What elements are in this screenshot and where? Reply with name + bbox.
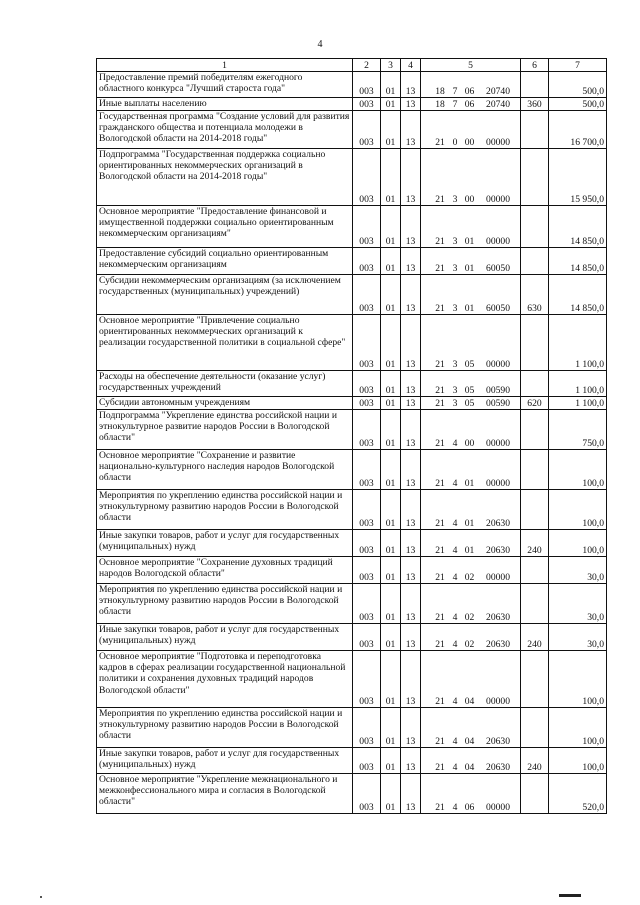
program-code: 21 [435, 544, 445, 556]
program-code: 21 [435, 611, 445, 623]
ministry-code-cell: 003 [353, 98, 381, 111]
program-code: 21 [435, 571, 445, 583]
row-name-cell [97, 584, 353, 624]
row-name-text: Мероприятия по укреплению единства российской нации и этнокультурному развитию народов России в Вологодской области [99, 708, 343, 742]
subsection-code-cell: 13 [401, 371, 421, 397]
event-code: 05 [464, 384, 475, 396]
ministry-code-cell: 003 [353, 206, 381, 248]
target-article-cell [421, 98, 521, 111]
section-code-cell: 01 [381, 315, 401, 371]
row-name-text: Основное мероприятие "Предоставление финансовой и имущественной поддержки социально ориентированным некоммерческим организациям" [99, 206, 334, 240]
section-code-cell: 01 [381, 584, 401, 624]
target-article-cell [421, 557, 521, 584]
amount-cell: 1 100,0 [549, 397, 607, 410]
table-row [97, 530, 607, 557]
row-name-cell [97, 98, 353, 111]
row-name-text: Подпрограмма "Укрепление единства российской нации и этнокультурное развитие народов России в Вологодской области" [99, 410, 337, 444]
expense-type-cell: 620 [521, 397, 549, 410]
expense-type-cell [521, 149, 549, 206]
event-code: 00 [464, 136, 475, 148]
ministry-code-cell: 003 [353, 584, 381, 624]
row-name-cell [97, 530, 353, 557]
amount-cell: 100,0 [549, 748, 607, 774]
expense-type-cell [521, 557, 549, 584]
target-article-cell [421, 530, 521, 557]
expense-type-cell [521, 584, 549, 624]
section-code-cell: 01 [381, 748, 401, 774]
table-row [97, 748, 607, 774]
scan-mark-right [559, 894, 581, 897]
amount-cell: 1 100,0 [549, 315, 607, 371]
subsection-code-cell: 13 [401, 72, 421, 98]
subsection-code-cell: 13 [401, 624, 421, 651]
subsection-code-cell: 13 [401, 248, 421, 275]
section-code-cell: 01 [381, 530, 401, 557]
ministry-code-cell: 003 [353, 111, 381, 149]
expense-type-cell: 360 [521, 98, 549, 111]
row-name-text: Основное мероприятие "Привлечение социально ориентированных некоммерческих организаций к реализации государственной политики в социальной сфере" [99, 315, 346, 349]
row-name-text: Иные выплаты населению [99, 98, 207, 109]
direction-code: 00000 [486, 801, 510, 813]
section-code-cell: 01 [381, 490, 401, 530]
direction-code: 00000 [486, 358, 510, 370]
program-code: 21 [435, 801, 445, 813]
row-name-cell [97, 410, 353, 450]
direction-code: 20630 [486, 735, 510, 747]
subsection-code-cell: 13 [401, 397, 421, 410]
row-name-cell [97, 149, 353, 206]
subprogram-code: 4 [452, 761, 458, 773]
target-article-cell [421, 584, 521, 624]
amount-cell: 750,0 [549, 410, 607, 450]
column-header-1: 1 [97, 59, 353, 72]
row-name-text: Подпрограмма "Государственная поддержка социально ориентированных некоммерческих организаций в Вологодской области на 2014-2018 годы" [99, 149, 326, 183]
table-row [97, 490, 607, 530]
amount-cell: 14 850,0 [549, 248, 607, 275]
target-article-cell [421, 624, 521, 651]
target-article-cell [421, 450, 521, 490]
subsection-code-cell: 13 [401, 98, 421, 111]
row-name-text: Основное мероприятие "Укрепление межнационального и межконфессионального мира и согласия в Вологодской области" [99, 774, 338, 808]
table-row [97, 111, 607, 149]
row-name-cell [97, 490, 353, 530]
expense-type-cell [521, 450, 549, 490]
table-row [97, 708, 607, 748]
column-header-3: 3 [381, 59, 401, 72]
row-name-cell [97, 397, 353, 410]
program-code: 21 [435, 358, 445, 370]
program-code: 21 [435, 397, 445, 409]
row-name-cell [97, 557, 353, 584]
subprogram-code: 4 [452, 517, 458, 529]
subprogram-code: 7 [452, 85, 458, 97]
section-code-cell: 01 [381, 624, 401, 651]
subprogram-code: 3 [452, 262, 458, 274]
subsection-code-cell: 13 [401, 206, 421, 248]
subprogram-code: 4 [452, 437, 458, 449]
section-code-cell: 01 [381, 450, 401, 490]
amount-cell: 100,0 [549, 490, 607, 530]
ministry-code-cell: 003 [353, 624, 381, 651]
table-row [97, 371, 607, 397]
row-name-text: Иные закупки товаров, работ и услуг для государственных (муниципальных) нужд [99, 624, 340, 647]
subprogram-code: 3 [452, 397, 458, 409]
program-code: 21 [435, 761, 445, 773]
amount-cell: 30,0 [549, 624, 607, 651]
expense-type-cell [521, 708, 549, 748]
expense-type-cell [521, 248, 549, 275]
subprogram-code: 4 [452, 611, 458, 623]
row-name-text: Иные закупки товаров, работ и услуг для государственных (муниципальных) нужд [99, 748, 340, 771]
amount-cell: 500,0 [549, 98, 607, 111]
expense-type-cell [521, 206, 549, 248]
direction-code: 60050 [486, 302, 510, 314]
ministry-code-cell: 003 [353, 72, 381, 98]
event-code: 00 [464, 437, 475, 449]
subsection-code-cell: 13 [401, 651, 421, 708]
direction-code: 00000 [486, 235, 510, 247]
subsection-code-cell: 13 [401, 275, 421, 315]
subsection-code-cell: 13 [401, 490, 421, 530]
target-article-cell [421, 410, 521, 450]
column-header-7: 7 [549, 59, 607, 72]
subsection-code-cell: 13 [401, 774, 421, 814]
program-code: 21 [435, 735, 445, 747]
row-name-cell [97, 248, 353, 275]
direction-code: 00000 [486, 695, 510, 707]
direction-code: 20630 [486, 544, 510, 556]
subprogram-code: 4 [452, 638, 458, 650]
table-row [97, 410, 607, 450]
expense-type-cell: 630 [521, 275, 549, 315]
event-code: 06 [464, 801, 475, 813]
event-code: 04 [464, 761, 475, 773]
expense-type-cell [521, 111, 549, 149]
direction-code: 00590 [486, 384, 510, 396]
expense-type-cell [521, 774, 549, 814]
table-row [97, 98, 607, 111]
subprogram-code: 4 [452, 695, 458, 707]
ministry-code-cell: 003 [353, 490, 381, 530]
section-code-cell: 01 [381, 557, 401, 584]
target-article-cell [421, 149, 521, 206]
direction-code: 00000 [486, 477, 510, 489]
subprogram-code: 0 [452, 136, 458, 148]
table-row [97, 72, 607, 98]
subprogram-code: 3 [452, 358, 458, 370]
program-code: 21 [435, 193, 445, 205]
direction-code: 00590 [486, 397, 510, 409]
amount-cell: 15 950,0 [549, 149, 607, 206]
row-name-cell [97, 708, 353, 748]
program-code: 18 [435, 85, 445, 97]
ministry-code-cell: 003 [353, 315, 381, 371]
table-row [97, 624, 607, 651]
event-code: 01 [464, 235, 475, 247]
subsection-code-cell: 13 [401, 410, 421, 450]
row-name-cell [97, 111, 353, 149]
direction-code: 20740 [486, 98, 510, 110]
target-article-cell [421, 651, 521, 708]
ministry-code-cell: 003 [353, 748, 381, 774]
event-code: 05 [464, 397, 475, 409]
row-name-text: Основное мероприятие "Сохранение и развитие национально-культурного наследия народов Вологодской области [99, 450, 335, 484]
row-name-cell [97, 748, 353, 774]
ministry-code-cell: 003 [353, 708, 381, 748]
expense-type-cell [521, 410, 549, 450]
table-row [97, 275, 607, 315]
subsection-code-cell: 13 [401, 557, 421, 584]
expense-type-cell [521, 490, 549, 530]
section-code-cell: 01 [381, 248, 401, 275]
subsection-code-cell: 13 [401, 708, 421, 748]
subsection-code-cell: 13 [401, 584, 421, 624]
expense-type-cell [521, 651, 549, 708]
section-code-cell: 01 [381, 410, 401, 450]
event-code: 01 [464, 517, 475, 529]
program-code: 21 [435, 136, 445, 148]
program-code: 21 [435, 262, 445, 274]
row-name-cell [97, 450, 353, 490]
target-article-cell [421, 371, 521, 397]
row-name-text: Субсидии автономным учреждениям [99, 397, 251, 408]
row-name-cell [97, 206, 353, 248]
event-code: 04 [464, 695, 475, 707]
event-code: 01 [464, 477, 475, 489]
row-name-cell [97, 371, 353, 397]
section-code-cell: 01 [381, 206, 401, 248]
table-row [97, 315, 607, 371]
table-row [97, 557, 607, 584]
ministry-code-cell: 003 [353, 149, 381, 206]
target-article-cell [421, 774, 521, 814]
row-name-cell [97, 774, 353, 814]
row-name-text: Государственная программа "Создание условий для развития гражданского общества и потенциала молодежи в Вологодской области на 2014-2018 годы" [99, 111, 350, 145]
section-code-cell: 01 [381, 111, 401, 149]
row-name-cell [97, 651, 353, 708]
section-code-cell: 01 [381, 275, 401, 315]
target-article-cell [421, 315, 521, 371]
expense-type-cell: 240 [521, 624, 549, 651]
subprogram-code: 4 [452, 477, 458, 489]
direction-code: 00000 [486, 193, 510, 205]
ministry-code-cell: 003 [353, 397, 381, 410]
subsection-code-cell: 13 [401, 111, 421, 149]
expense-type-cell: 240 [521, 530, 549, 557]
event-code: 06 [464, 85, 475, 97]
target-article-cell [421, 708, 521, 748]
subsection-code-cell: 13 [401, 530, 421, 557]
table-row [97, 248, 607, 275]
target-article-cell [421, 206, 521, 248]
event-code: 06 [464, 98, 475, 110]
section-code-cell: 01 [381, 774, 401, 814]
ministry-code-cell: 003 [353, 774, 381, 814]
amount-cell: 500,0 [549, 72, 607, 98]
expense-type-cell [521, 315, 549, 371]
row-name-text: Предоставление субсидий социально ориентированным некоммерческим организациям [99, 248, 329, 271]
subprogram-code: 3 [452, 302, 458, 314]
row-name-text: Основное мероприятие "Подготовка и переподготовка кадров в сферах реализации государственной национальной политики и сохранения духовных традиций народов Вологодской области" [99, 651, 346, 696]
event-code: 04 [464, 735, 475, 747]
row-name-cell [97, 72, 353, 98]
ministry-code-cell: 003 [353, 410, 381, 450]
amount-cell: 100,0 [549, 651, 607, 708]
table-header-row [97, 59, 607, 72]
row-name-text: Расходы на обеспечение деятельности (оказание услуг) государственных учреждений [99, 371, 326, 394]
ministry-code-cell: 003 [353, 275, 381, 315]
table-row [97, 651, 607, 708]
program-code: 21 [435, 235, 445, 247]
row-name-text: Иные закупки товаров, работ и услуг для государственных (муниципальных) нужд [99, 530, 340, 553]
table-row [97, 397, 607, 410]
target-article-cell [421, 397, 521, 410]
table-row [97, 149, 607, 206]
program-code: 18 [435, 98, 445, 110]
expense-type-cell: 240 [521, 748, 549, 774]
row-name-cell [97, 275, 353, 315]
amount-cell: 14 850,0 [549, 206, 607, 248]
program-code: 21 [435, 302, 445, 314]
table-row [97, 206, 607, 248]
direction-code: 20740 [486, 85, 510, 97]
subprogram-code: 7 [452, 98, 458, 110]
subsection-code-cell: 13 [401, 748, 421, 774]
subprogram-code: 4 [452, 544, 458, 556]
direction-code: 60050 [486, 262, 510, 274]
column-header-5: 5 [421, 59, 521, 72]
amount-cell: 14 850,0 [549, 275, 607, 315]
row-name-cell [97, 624, 353, 651]
direction-code: 20630 [486, 638, 510, 650]
target-article-cell [421, 248, 521, 275]
ministry-code-cell: 003 [353, 450, 381, 490]
section-code-cell: 01 [381, 72, 401, 98]
subsection-code-cell: 13 [401, 315, 421, 371]
amount-cell: 100,0 [549, 708, 607, 748]
subsection-code-cell: 13 [401, 450, 421, 490]
subprogram-code: 4 [452, 801, 458, 813]
event-code: 05 [464, 358, 475, 370]
program-code: 21 [435, 638, 445, 650]
row-name-text: Мероприятия по укреплению единства российской нации и этнокультурному развитию народов России в Вологодской области [99, 584, 343, 618]
row-name-text: Основное мероприятие "Сохранение духовных традиций народов Вологодской области" [99, 557, 333, 580]
expense-type-cell [521, 371, 549, 397]
ministry-code-cell: 003 [353, 530, 381, 557]
amount-cell: 100,0 [549, 530, 607, 557]
row-name-cell [97, 315, 353, 371]
event-code: 02 [464, 571, 475, 583]
column-header-4: 4 [401, 59, 421, 72]
section-code-cell: 01 [381, 651, 401, 708]
section-code-cell: 01 [381, 149, 401, 206]
direction-code: 00000 [486, 136, 510, 148]
event-code: 00 [464, 193, 475, 205]
direction-code: 20630 [486, 517, 510, 529]
ministry-code-cell: 003 [353, 557, 381, 584]
amount-cell: 520,0 [549, 774, 607, 814]
direction-code: 00000 [486, 437, 510, 449]
amount-cell: 30,0 [549, 557, 607, 584]
subprogram-code: 4 [452, 571, 458, 583]
expense-type-cell [521, 72, 549, 98]
target-article-cell [421, 275, 521, 315]
direction-code: 20630 [486, 761, 510, 773]
ministry-code-cell: 003 [353, 371, 381, 397]
column-header-6: 6 [521, 59, 549, 72]
amount-cell: 30,0 [549, 584, 607, 624]
event-code: 01 [464, 262, 475, 274]
row-name-text: Субсидии некоммерческим организациям (за исключением государственных (муниципальных) учреждений) [99, 275, 341, 298]
program-code: 21 [435, 517, 445, 529]
amount-cell: 1 100,0 [549, 371, 607, 397]
ministry-code-cell: 003 [353, 651, 381, 708]
program-code: 21 [435, 437, 445, 449]
subsection-code-cell: 13 [401, 149, 421, 206]
column-header-2: 2 [353, 59, 381, 72]
table-row [97, 584, 607, 624]
section-code-cell: 01 [381, 708, 401, 748]
target-article-cell [421, 490, 521, 530]
program-code: 21 [435, 384, 445, 396]
page-number: 4 [317, 39, 323, 50]
target-article-cell [421, 748, 521, 774]
table-row [97, 774, 607, 814]
subprogram-code: 3 [452, 235, 458, 247]
amount-cell: 16 700,0 [549, 111, 607, 149]
program-code: 21 [435, 695, 445, 707]
event-code: 02 [464, 638, 475, 650]
event-code: 01 [464, 544, 475, 556]
subprogram-code: 4 [452, 735, 458, 747]
budget-table [96, 58, 607, 814]
scan-mark-left [40, 896, 42, 898]
amount-cell: 100,0 [549, 450, 607, 490]
subprogram-code: 3 [452, 384, 458, 396]
target-article-cell [421, 111, 521, 149]
event-code: 02 [464, 611, 475, 623]
direction-code: 00000 [486, 571, 510, 583]
section-code-cell: 01 [381, 397, 401, 410]
ministry-code-cell: 003 [353, 248, 381, 275]
subprogram-code: 3 [452, 193, 458, 205]
section-code-cell: 01 [381, 98, 401, 111]
table-row [97, 450, 607, 490]
target-article-cell [421, 72, 521, 98]
direction-code: 20630 [486, 611, 510, 623]
row-name-text: Мероприятия по укреплению единства российской нации и этнокультурному развитию народов России в Вологодской области [99, 490, 343, 524]
event-code: 01 [464, 302, 475, 314]
section-code-cell: 01 [381, 371, 401, 397]
program-code: 21 [435, 477, 445, 489]
row-name-text: Предоставление премий победителям ежегодного областного конкурса "Лучший староста года" [99, 72, 303, 95]
